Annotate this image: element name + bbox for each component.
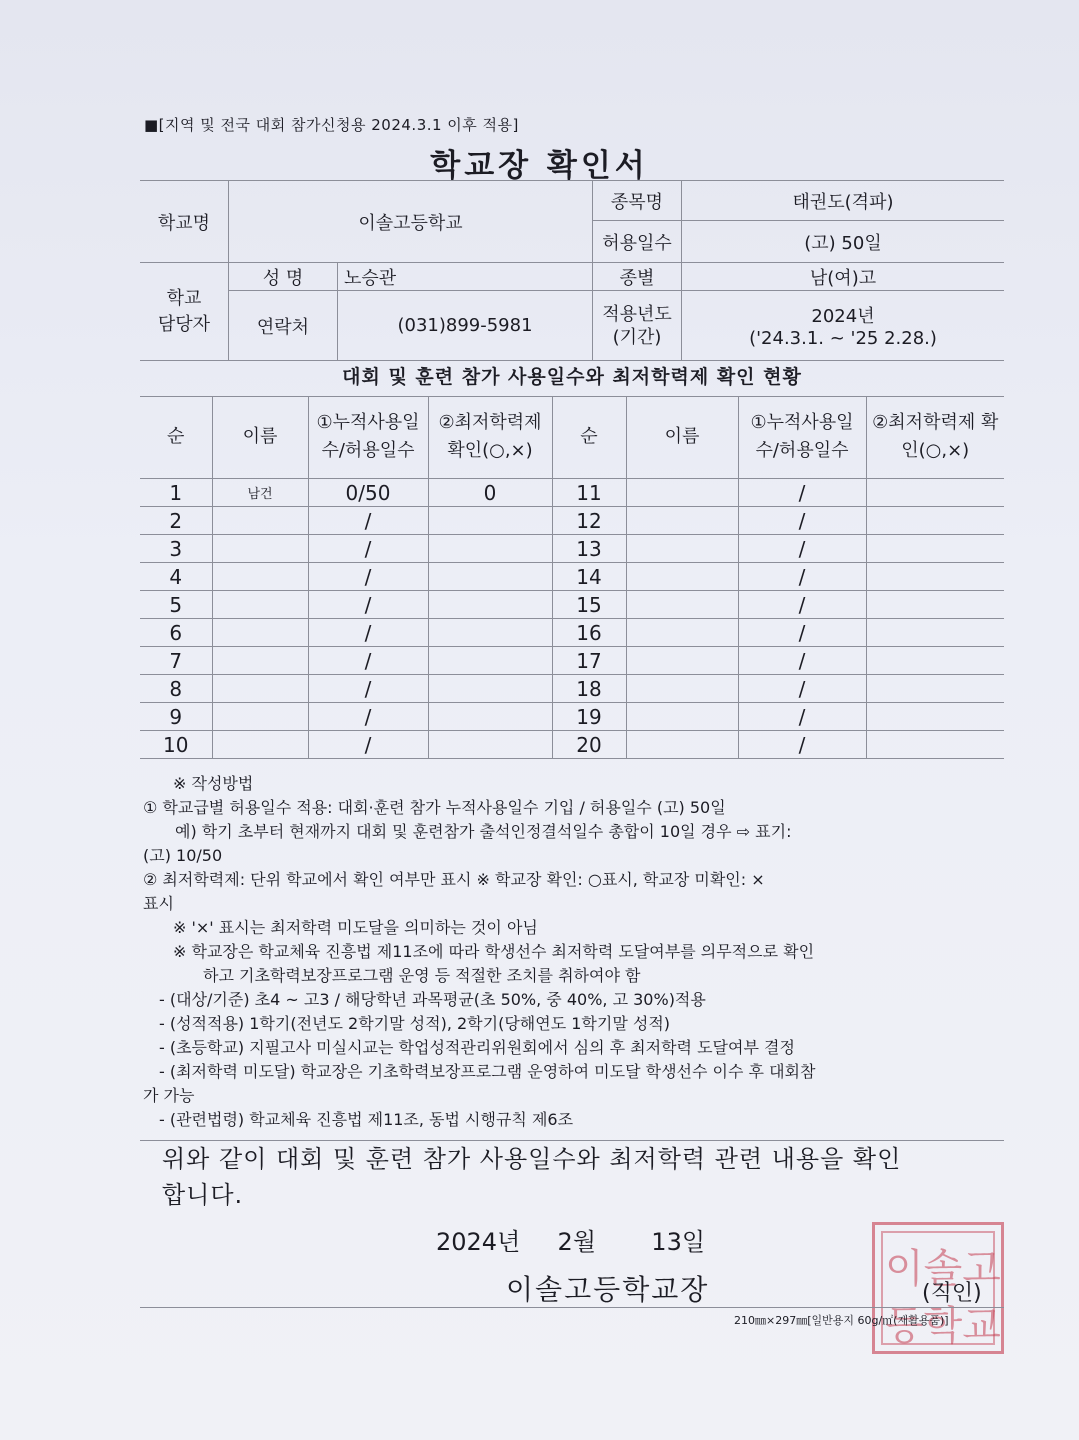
row-name: [212, 675, 308, 703]
row-days-2: /: [738, 703, 866, 731]
status-table: [140, 396, 1004, 759]
row-days: /: [308, 731, 428, 759]
row-no: 9: [140, 703, 212, 731]
seal-glyph: 솔: [923, 1246, 963, 1292]
event-value: 태권도(격파): [682, 181, 1005, 221]
table-row: [140, 507, 1004, 535]
section-title: 대회 및 훈련 참가 사용일수와 최저학력제 확인 현황: [140, 362, 1004, 397]
row-name-2: [626, 591, 738, 619]
col-header-name: 이름: [212, 396, 308, 479]
principal-name: 이솔고등학교장: [506, 1273, 710, 1306]
confirmation-line-1: 위와 같이 대회 및 훈련 참가 사용일수와 최저학력 관련 내용을 확인: [162, 1145, 902, 1173]
seal-note: (직인): [922, 1281, 982, 1306]
row-name-2: [626, 675, 738, 703]
table-row: [140, 619, 1004, 647]
row-check-2: [866, 675, 1004, 703]
category-value: 남(여)고: [682, 263, 1005, 291]
row-no: 4: [140, 563, 212, 591]
row-no-2: 13: [552, 535, 626, 563]
row-days-2: /: [738, 563, 866, 591]
note-1-example: 예) 학기 초부터 현재까지 대회 및 훈련참가 출석인정결석일수 총합이 10일 경우 ⇨ 표기:: [175, 822, 792, 841]
school-name-label: 학교명: [140, 181, 229, 263]
table-header-row: [140, 396, 1004, 479]
row-days-2: /: [738, 479, 866, 507]
note-3: ※ '×' 표시는 최저학력 미도달을 의미하는 것이 아님: [173, 918, 538, 937]
row-no: 1: [140, 479, 212, 507]
row-name-2: [626, 647, 738, 675]
row-name-2: [626, 563, 738, 591]
row-name: [212, 591, 308, 619]
row-days: /: [308, 563, 428, 591]
col-header-check: ②최저학력제 확인(○,×): [428, 396, 552, 479]
row-days-2: /: [738, 535, 866, 563]
year-period: ('24.3.1. ~ '25 2.28.): [749, 328, 937, 349]
detail-4-cont: 가 가능: [143, 1086, 195, 1105]
col-header-no-2: 순: [552, 396, 626, 479]
seal-glyph: 등: [885, 1303, 924, 1349]
note-4: ※ 학교장은 학교체육 진흥법 제11조에 따라 학생선수 최저학력 도달여부를 의무적으로 확인: [173, 942, 815, 961]
row-check-2: [866, 479, 1004, 507]
row-days: /: [308, 675, 428, 703]
row-name: [212, 731, 308, 759]
contact-phone-label: 연락처: [229, 291, 338, 361]
row-name-2: [626, 731, 738, 759]
row-days-2: /: [738, 675, 866, 703]
row-no: 6: [140, 619, 212, 647]
table-row: [140, 591, 1004, 619]
row-days: /: [308, 647, 428, 675]
note-1: ① 학교급별 허용일수 적용: 대회·훈련 참가 누적사용일수 기입 / 허용일수 (고) 50일: [143, 798, 726, 817]
row-name-2: [626, 619, 738, 647]
row-no: 2: [140, 507, 212, 535]
category-label: 종별: [593, 263, 682, 291]
table-row: [140, 703, 1004, 731]
row-days-2: /: [738, 647, 866, 675]
school-info-table: [140, 180, 1004, 361]
row-name-2: [626, 703, 738, 731]
row-name-2: [626, 507, 738, 535]
confirmation-line-2: 합니다.: [162, 1181, 244, 1209]
table-row: [140, 731, 1004, 759]
year-label: 적용년도 (기간): [593, 291, 682, 361]
table-row: [140, 535, 1004, 563]
row-no-2: 20: [552, 731, 626, 759]
row-days-2: /: [738, 507, 866, 535]
paper-spec: 210㎜×297㎜[일반용지 60g/㎡(재활용품)]: [734, 1314, 949, 1327]
seal-glyph: 학: [923, 1303, 963, 1349]
detail-2: - (성적적용) 1학기(전년도 2학기말 성적), 2학기(당해연도 1학기말 성적): [159, 1014, 671, 1033]
note-2-cont: 표시: [143, 894, 174, 913]
contact-label: 학교 담당자: [140, 263, 229, 361]
contact-phone-value: (031)899-5981: [338, 291, 593, 361]
detail-5: - (관련법령) 학교체육 진흥법 제11조, 동법 시행규칙 제6조: [159, 1110, 574, 1129]
note-2: ② 최저학력제: 단위 학교에서 확인 여부만 표시 ※ 학교장 확인: ○표시, 학교장 미확인: ×: [143, 870, 765, 889]
allowed-days-value: (고) 50일: [682, 221, 1005, 263]
row-no-2: 19: [552, 703, 626, 731]
row-days: 0/50: [308, 479, 428, 507]
row-check-2: [866, 535, 1004, 563]
row-no-2: 11: [552, 479, 626, 507]
row-check-2: [866, 703, 1004, 731]
row-check: [428, 731, 552, 759]
note-1-example-cont: (고) 10/50: [143, 846, 223, 865]
row-name: [212, 647, 308, 675]
row-name-2: [626, 479, 738, 507]
row-name: [212, 563, 308, 591]
table-row: [140, 563, 1004, 591]
row-check-2: [866, 507, 1004, 535]
row-name: [212, 703, 308, 731]
row-days-2: /: [738, 731, 866, 759]
seal-glyph: 이: [885, 1246, 924, 1292]
row-no-2: 15: [552, 591, 626, 619]
row-no-2: 12: [552, 507, 626, 535]
year-value: 2024년: [811, 306, 875, 327]
document-title: 학교장 확인서: [430, 148, 649, 184]
row-name-2: [626, 535, 738, 563]
row-days: /: [308, 507, 428, 535]
row-days: /: [308, 591, 428, 619]
header-note: ■[지역 및 전국 대회 참가신청용 2024.3.1 이후 적용]: [144, 116, 519, 134]
detail-4: - (최저학력 미도달) 학교장은 기초학력보장프로그램 운영하여 미도달 학생선수 이수 후 대회참: [159, 1062, 816, 1081]
col-header-name-2: 이름: [626, 396, 738, 479]
row-days-2: /: [738, 591, 866, 619]
row-days-2: /: [738, 619, 866, 647]
note-4-cont: 하고 기초학력보장프로그램 운영 등 적절한 조치를 취하여야 함: [203, 966, 641, 985]
contact-name-value: 노승관: [338, 263, 593, 291]
row-days: /: [308, 535, 428, 563]
allowed-days-label: 허용일수: [593, 221, 682, 263]
row-no-2: 17: [552, 647, 626, 675]
row-check: [428, 507, 552, 535]
row-check-2: [866, 731, 1004, 759]
date-year: 2024년: [436, 1228, 521, 1256]
row-no: 3: [140, 535, 212, 563]
year-cell: [682, 291, 1005, 361]
school-name-value: 이솔고등학교: [229, 181, 593, 263]
date-day: 13일: [651, 1228, 706, 1256]
row-name: 남건: [212, 479, 308, 507]
row-check: [428, 619, 552, 647]
row-check-2: [866, 619, 1004, 647]
notes-heading: ※ 작성방법: [173, 774, 254, 793]
row-check: [428, 563, 552, 591]
row-check-2: [866, 647, 1004, 675]
row-check-2: [866, 591, 1004, 619]
col-header-no: 순: [140, 396, 212, 479]
row-no-2: 16: [552, 619, 626, 647]
row-check: [428, 703, 552, 731]
row-no: 7: [140, 647, 212, 675]
contact-name-label: 성 명: [229, 263, 338, 291]
table-row: [140, 675, 1004, 703]
row-check-2: [866, 563, 1004, 591]
table-row: [140, 647, 1004, 675]
confirmation-statement: [140, 1140, 1004, 1213]
row-name: [212, 619, 308, 647]
row-check: [428, 591, 552, 619]
footer-divider: [140, 1307, 1004, 1308]
row-no-2: 14: [552, 563, 626, 591]
table-row: [140, 479, 1004, 507]
seal-glyph: 고: [962, 1246, 1001, 1292]
row-no: 8: [140, 675, 212, 703]
col-header-days: ①누적사용일수/허용일수: [308, 396, 428, 479]
detail-1: - (대상/기준) 초4 ~ 고3 / 해당학년 과목평균(초 50%, 중 40%, 고 30%)적용: [159, 990, 706, 1009]
seal-glyph: 교: [962, 1303, 1001, 1349]
row-days: /: [308, 619, 428, 647]
row-name: [212, 535, 308, 563]
row-name: [212, 507, 308, 535]
date-month: 2월: [557, 1228, 597, 1256]
instructions: [143, 772, 1007, 1132]
row-check: [428, 535, 552, 563]
row-no: 10: [140, 731, 212, 759]
row-check: [428, 675, 552, 703]
row-no-2: 18: [552, 675, 626, 703]
row-check: 0: [428, 479, 552, 507]
row-days: /: [308, 703, 428, 731]
detail-3: - (초등학교) 지필고사 미실시교는 학업성적관리위원회에서 심의 후 최저학력 도달여부 결정: [159, 1038, 795, 1057]
row-check: [428, 647, 552, 675]
col-header-days-2: ①누적사용일수/허용일수: [738, 396, 866, 479]
row-no: 5: [140, 591, 212, 619]
event-label: 종목명: [593, 181, 682, 221]
col-header-check-2: ②최저학력제 확인(○,×): [866, 396, 1004, 479]
issue-date: [436, 1222, 705, 1257]
